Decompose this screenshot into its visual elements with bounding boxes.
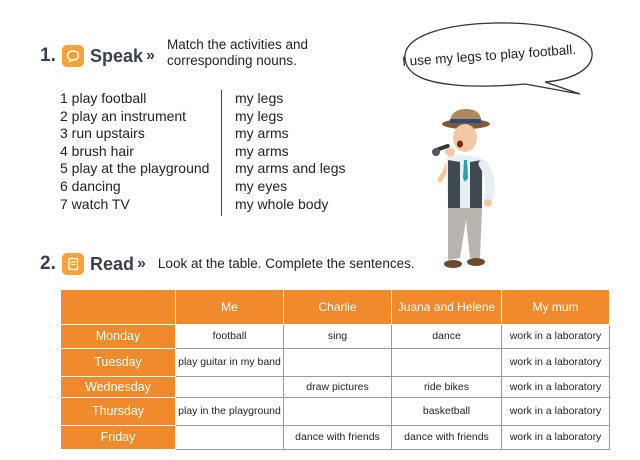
section-1-instruction xyxy=(167,37,308,69)
table-cell: work in a laboratory xyxy=(502,377,610,398)
speech-bubble-text: I use my legs to play football. xyxy=(401,41,577,70)
section-2-number: 2. xyxy=(40,253,56,274)
table-cell: dance with friends xyxy=(392,426,502,450)
section-1-heading xyxy=(40,37,309,69)
instruction-line-2: corresponding nouns. xyxy=(166,53,297,68)
table-cell: dance xyxy=(392,325,502,349)
table-cell: football xyxy=(176,325,284,349)
list-item: 1 play football xyxy=(60,90,147,106)
table-row xyxy=(61,325,610,349)
section-1-arrows: » xyxy=(146,47,155,64)
list-item: my arms xyxy=(235,125,289,142)
section-1-number: 1. xyxy=(40,45,56,66)
list-item: 6 dancing xyxy=(60,177,121,194)
table-cell: dance with friends xyxy=(284,426,392,450)
list-divider xyxy=(221,90,222,216)
table-row xyxy=(61,398,610,426)
section-2-arrows: » xyxy=(137,255,146,272)
list-item: my legs xyxy=(235,107,284,124)
table-cell: play in the playground xyxy=(176,398,284,426)
singer-illustration xyxy=(408,108,508,273)
table-cell: draw pictures xyxy=(284,377,392,398)
day-cell: Friday xyxy=(61,426,176,450)
instruction-line-1: Match the activities and xyxy=(166,37,309,52)
list-item: my arms and legs xyxy=(235,160,346,177)
list-item: my legs xyxy=(235,90,284,106)
day-cell: Tuesday xyxy=(61,349,176,377)
table-cell xyxy=(176,426,284,450)
list-item: my eyes xyxy=(235,177,288,194)
section-1-title: Speak xyxy=(90,45,144,66)
table-cell xyxy=(176,377,284,398)
header-cell: Juana and Helene xyxy=(392,290,502,325)
header-cell xyxy=(61,290,176,325)
table-cell: basketball xyxy=(392,398,502,426)
list-item: 3 run upstairs xyxy=(60,125,145,142)
table-header-row xyxy=(61,290,610,325)
list-item: 4 brush hair xyxy=(60,142,134,159)
table-cell: play guitar in my band xyxy=(176,349,284,377)
table-cell: work in a laboratory xyxy=(502,349,610,377)
header-cell: Charlie xyxy=(284,290,392,325)
table-cell: sing xyxy=(284,325,392,349)
section-2-instruction: Look at the table. Complete the sentences. xyxy=(157,256,415,271)
section-2-title: Read xyxy=(90,253,135,274)
book-icon xyxy=(62,253,84,275)
nouns-list xyxy=(235,90,345,213)
table-cell: ride bikes xyxy=(392,377,502,398)
table-row xyxy=(61,426,610,450)
header-cell: Me xyxy=(176,290,284,325)
list-item: 5 play at the playground xyxy=(60,160,210,177)
list-item: 7 watch TV xyxy=(60,195,130,212)
list-item: 2 play an instrument xyxy=(60,107,187,124)
list-item: my arms xyxy=(235,142,289,159)
day-cell: Monday xyxy=(61,325,176,349)
schedule-table xyxy=(60,289,610,450)
table-row xyxy=(61,349,610,377)
table-cell: work in a laboratory xyxy=(502,398,610,426)
table-cell: work in a laboratory xyxy=(502,325,610,349)
section-2-heading xyxy=(40,253,415,275)
table-cell: work in a laboratory xyxy=(502,426,610,450)
activities-list xyxy=(60,90,209,213)
day-cell: Thursday xyxy=(61,398,176,426)
table-cell xyxy=(284,398,392,426)
speech-bubble-icon xyxy=(62,45,84,67)
day-cell: Wednesday xyxy=(61,377,176,398)
table-cell xyxy=(284,349,392,377)
header-cell: My mum xyxy=(502,290,610,325)
table-row xyxy=(61,377,610,398)
table-cell xyxy=(392,349,502,377)
list-item: my whole body xyxy=(235,195,329,212)
